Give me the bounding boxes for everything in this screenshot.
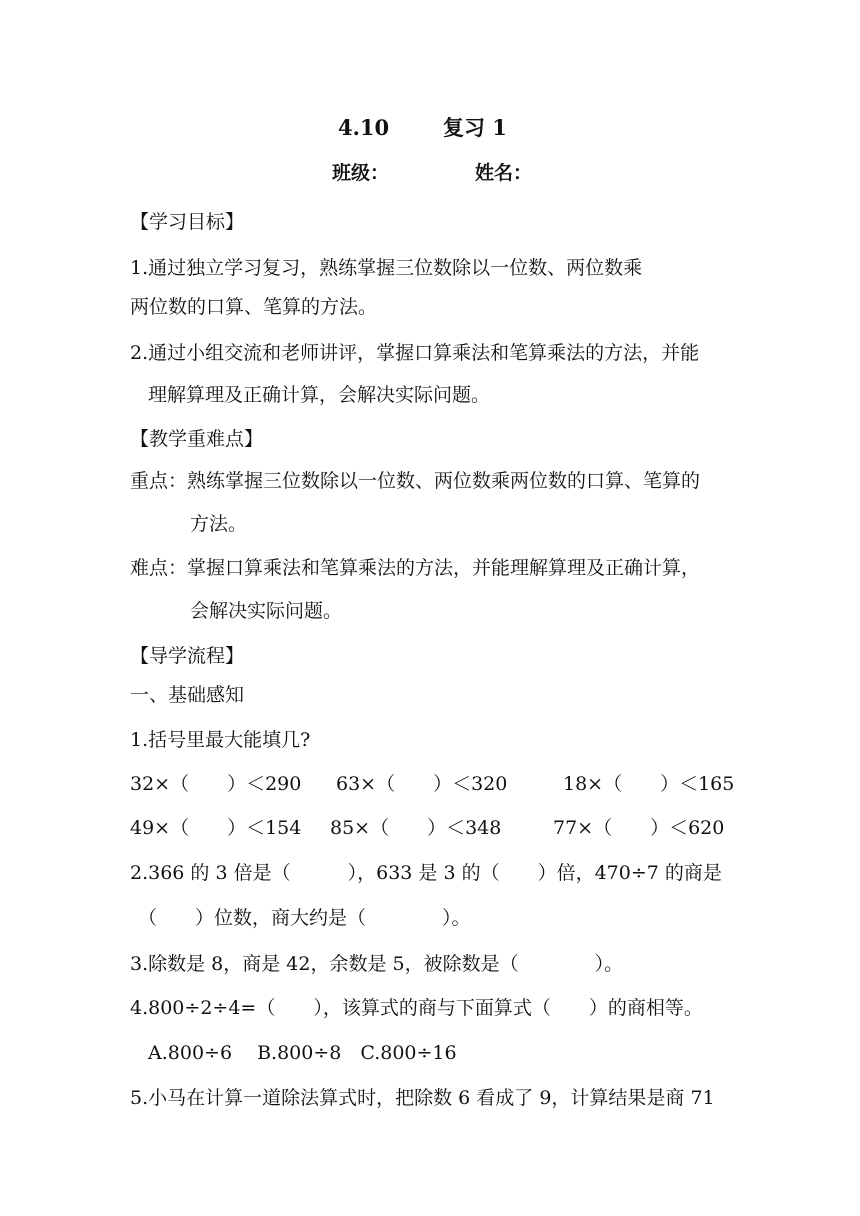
question-1-item: 18×（ ）＜165 [563, 773, 735, 795]
question-1-item: 32×（ ）＜290 [130, 773, 302, 795]
question-1-item: 85×（ ）＜348 [330, 817, 502, 839]
key-point-line-1: 重点：熟练掌握三位数除以一位数、两位数乘两位数的口算、笔算的 [130, 470, 701, 492]
goal-1-line-2: 两位数的口算、笔算的方法。 [130, 296, 378, 318]
question-3: 3.除数是 8，商是 42，余数是 5，被除数是（ ）。 [130, 953, 624, 975]
goal-1-line-1: 1.通过独立学习复习，熟练掌握三位数除以一位数、两位数乘 [130, 257, 643, 279]
question-4-options: A.800÷6 B.800÷8 C.800÷16 [148, 1042, 457, 1064]
goals-heading: 【学习目标】 [130, 211, 245, 233]
goal-2-line-1: 2.通过小组交流和老师讲评，掌握口算乘法和笔算乘法的方法，并能 [130, 342, 700, 364]
lesson-title: 复习 1 [443, 115, 507, 140]
part-1-heading: 一、基础感知 [130, 684, 245, 706]
question-2-line-1: 2.366 的 3 倍是（ ），633 是 3 的（ ）倍，470÷7 的商是 [130, 862, 722, 884]
question-4: 4.800÷2÷4=（ ），该算式的商与下面算式（ ）的商相等。 [130, 997, 703, 1019]
question-2-line-2: （ ）位数，商大约是（ ）。 [138, 907, 471, 929]
key-points-heading: 【教学重难点】 [130, 428, 264, 450]
goal-2-line-2: 理解算理及正确计算，会解决实际问题。 [148, 384, 491, 406]
lesson-number: 4.10 [338, 115, 390, 140]
question-1-item: 63×（ ）＜320 [336, 773, 508, 795]
question-1-item: 77×（ ）＜620 [553, 817, 725, 839]
class-label: 班级： [332, 162, 390, 184]
process-heading: 【导学流程】 [130, 645, 245, 667]
name-label: 姓名： [475, 162, 533, 184]
question-5-line-1: 5.小马在计算一道除法算式时，把除数 6 看成了 9，计算结果是商 71 [130, 1087, 715, 1109]
difficulty-line-2: 会解决实际问题。 [190, 600, 343, 622]
question-1-prompt: 1.括号里最大能填几? [130, 729, 311, 751]
difficulty-line-1: 难点：掌握口算乘法和笔算乘法的方法，并能理解算理及正确计算， [130, 557, 701, 579]
key-point-line-2: 方法。 [190, 513, 248, 535]
question-1-item: 49×（ ）＜154 [130, 817, 302, 839]
